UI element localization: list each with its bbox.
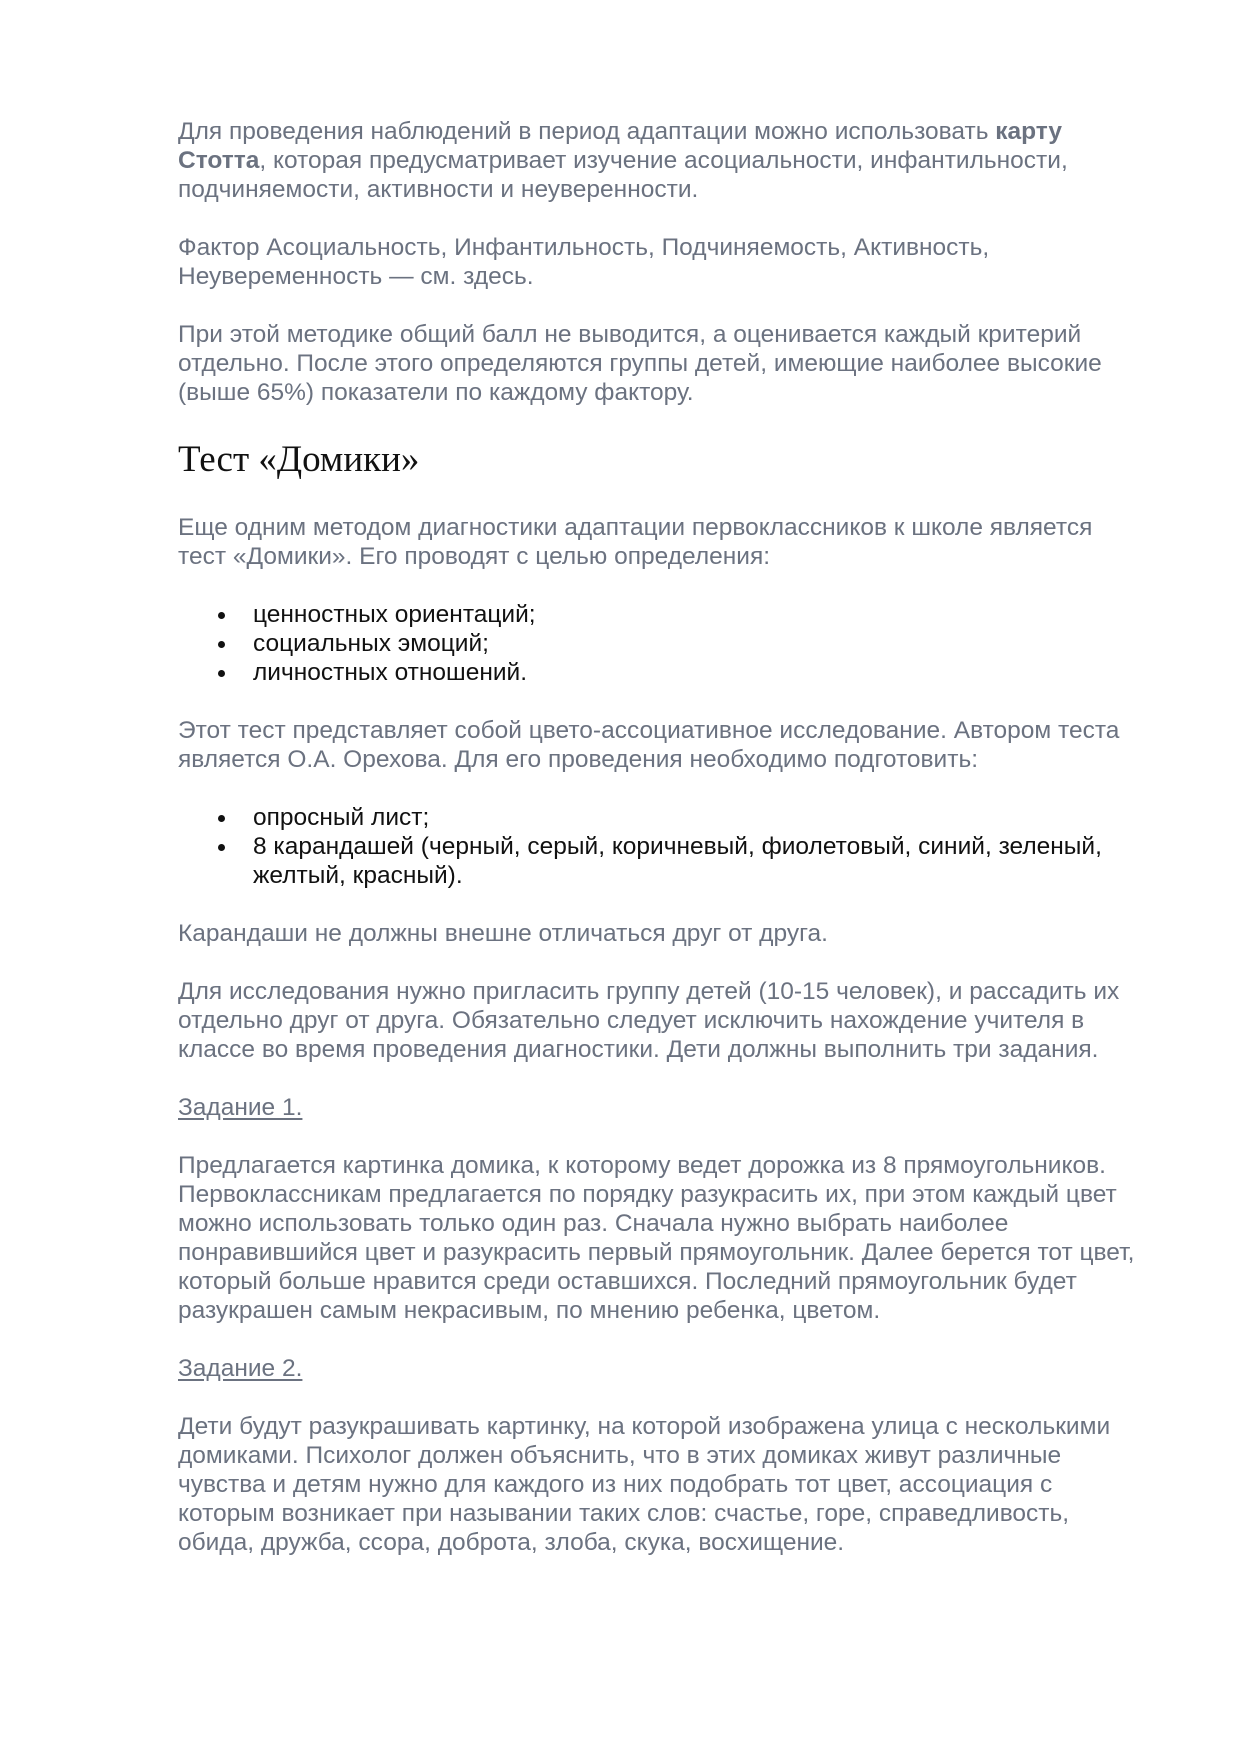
houses-intro-paragraph: Еще одним методом диагностики адаптации первоклассников к школе является тест «Домики». Его проводят с целью определения: [178, 514, 1093, 570]
intro-paragraph [178, 117, 1140, 204]
list-item-text: социальных эмоций; [253, 630, 489, 657]
materials-list [178, 803, 1140, 890]
list-item-text: опросный лист; [253, 804, 430, 831]
list-item-text: личностных отношений. [253, 659, 528, 686]
bullet-icon [218, 844, 225, 851]
task-1-paragraph: Предлагается картинка домика, к которому ведет дорожка из 8 прямоугольников. Первоклассникам предлагается по порядку разукрасить их, при этом каждый цвет можно использовать только один раз. Сначала нужно выбрать наиболее понравившийся цвет и разукрасить первый прямоугольник. Далее берется тот цвет, который больше нравится среди оставшихся. Последний прямоугольник будет разукрашен самым некрасивым, по мнению ребенка, цветом. [178, 1152, 1135, 1324]
procedure-paragraph: Для исследования нужно пригласить группу детей (10-15 человек), и рассадить их отдельно друг от друга. Обязательно следует исключить нахождение учителя в классе во время проведения диагностики. Дети должны выполнить три задания. [178, 978, 1120, 1063]
goals-list [178, 600, 1140, 687]
intro-text-start: Для проведения наблюдений в период адаптации можно использовать [178, 118, 996, 145]
bullet-icon [218, 641, 225, 648]
list-item [178, 803, 1140, 832]
list-item [178, 832, 1140, 890]
list-item-text: 8 карандашей (черный, серый, коричневый, фиолетовый, синий, зеленый, желтый, красный). [253, 833, 1102, 889]
bullet-icon [218, 670, 225, 677]
bullet-icon [218, 815, 225, 822]
task-2-heading: Задание 2. [178, 1355, 303, 1382]
test-description-paragraph: Этот тест представляет собой цвето-ассоциативное исследование. Автором теста является О.А. Орехова. Для его проведения необходимо подготовить: [178, 717, 1120, 773]
task-1-heading: Задание 1. [178, 1094, 303, 1121]
bullet-icon [218, 612, 225, 619]
list-item [178, 629, 1140, 658]
list-item [178, 658, 1140, 687]
list-item-text: ценностных ориентаций; [253, 601, 536, 628]
section-heading-houses-test: Тест «Домики» [178, 439, 420, 480]
intro-text-end: , которая предусматривает изучение асоциальности, инфантильности, подчиняемости, активности и неуверенности. [178, 147, 1068, 203]
factors-paragraph: Фактор Асоциальность, Инфантильность, Подчиняемость, Активность, Неувеременность — см. здесь. [178, 234, 990, 290]
scoring-paragraph: При этой методике общий балл не выводится, а оценивается каждый критерий отдельно. После этого определяются группы детей, имеющие наиболее высокие (выше 65%) показатели по каждому фактору. [178, 321, 1102, 406]
task-2-paragraph: Дети будут разукрашивать картинку, на которой изображена улица с несколькими домиками. Психолог должен объяснить, что в этих домиках живут различные чувства и детям нужно для каждого из них подобрать тот цвет, ассоциация с которым возникает при назывании таких слов: счастье, горе, справедливость, обида, дружба, ссора, доброта, злоба, скука, восхищение. [178, 1413, 1111, 1556]
stott-card-term: карту Стотта [178, 118, 1063, 174]
pencils-paragraph: Карандаши не должны внешне отличаться друг от друга. [178, 920, 828, 947]
list-item [178, 600, 1140, 629]
